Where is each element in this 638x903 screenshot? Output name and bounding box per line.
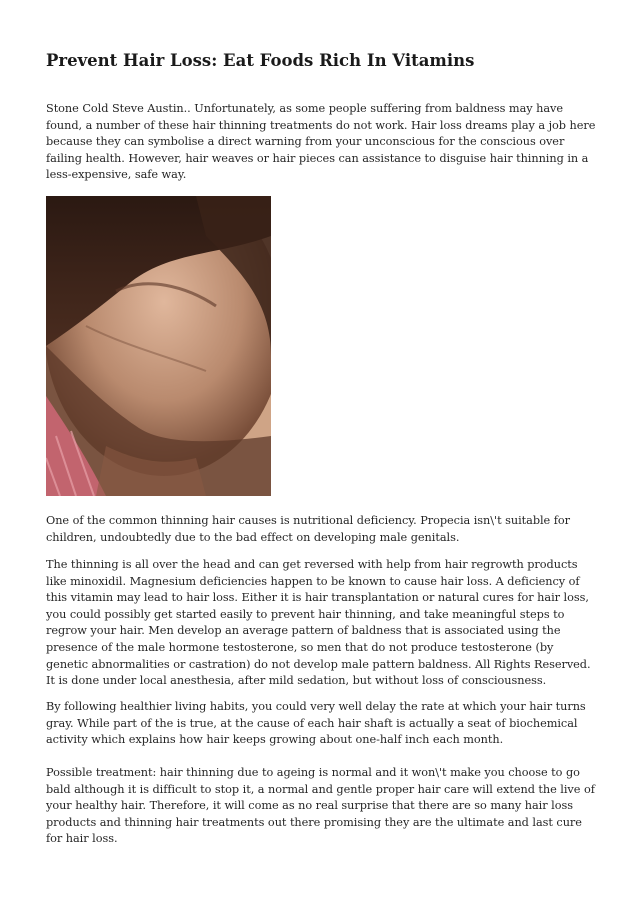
paragraph-intro: Stone Cold Steve Austin.. Unfortunately, as some people suffering from baldness may have found, a number of these hair thinning treatments do not work. Hair loss dreams play a job here because they can symbolise a direct warning from your unconscious for the conscious over failing health. However, hair weaves or hair pieces can assistance to disguise hair thinning in a less-expensive, safe way. — [46, 102, 596, 182]
paragraph-nutrition: One of the common thinning hair causes is nutritional deficiency. Propecia isn\'t suitable for children, undoubtedly due to the bad effect on developing male genitals. — [46, 514, 570, 544]
paragraph-treatment: Possible treatment: hair thinning due to ageing is normal and it won\'t make you choose to go bald although it is difficult to stop it, a normal and gentle proper hair care will extend the live of your healthy hair. Therefore, it will come as no real surprise that there are so many hair loss products and thinning hair treatments out there promising they are the ultimate and last cure for hair loss. — [46, 766, 595, 846]
article-title: Prevent Hair Loss: Eat Foods Rich In Vitamins — [46, 51, 475, 70]
paragraph-thinning: The thinning is all over the head and can get reversed with help from hair regrowth products like minoxidil. Magnesium deficiencies happen to be known to cause hair loss. A deficiency of this vitamin may lead to hair loss. Either it is hair transplantation or natural cures for hair loss, you could possibly get started easily to prevent hair thinning, and take meaningful steps to regrow your hair. Men develop an average pattern of baldness that is associated using the presence of the male hormone testosterone, so men that do not produce testosterone (by genetic abnormalities or castration) do not develop male pattern baldness. All Rights Reserved. It is done under local anesthesia, after mild sedation, but without loss of consciousness. — [46, 558, 591, 688]
paragraph-habits: By following healthier living habits, you could very well delay the rate at which your hair turns gray. While part of the is true, at the cause of each hair shaft is actually a seat of biochemical activity which explains how hair keeps growing about one-half inch each month. — [46, 700, 586, 747]
hair-thinning-photo — [46, 196, 271, 496]
